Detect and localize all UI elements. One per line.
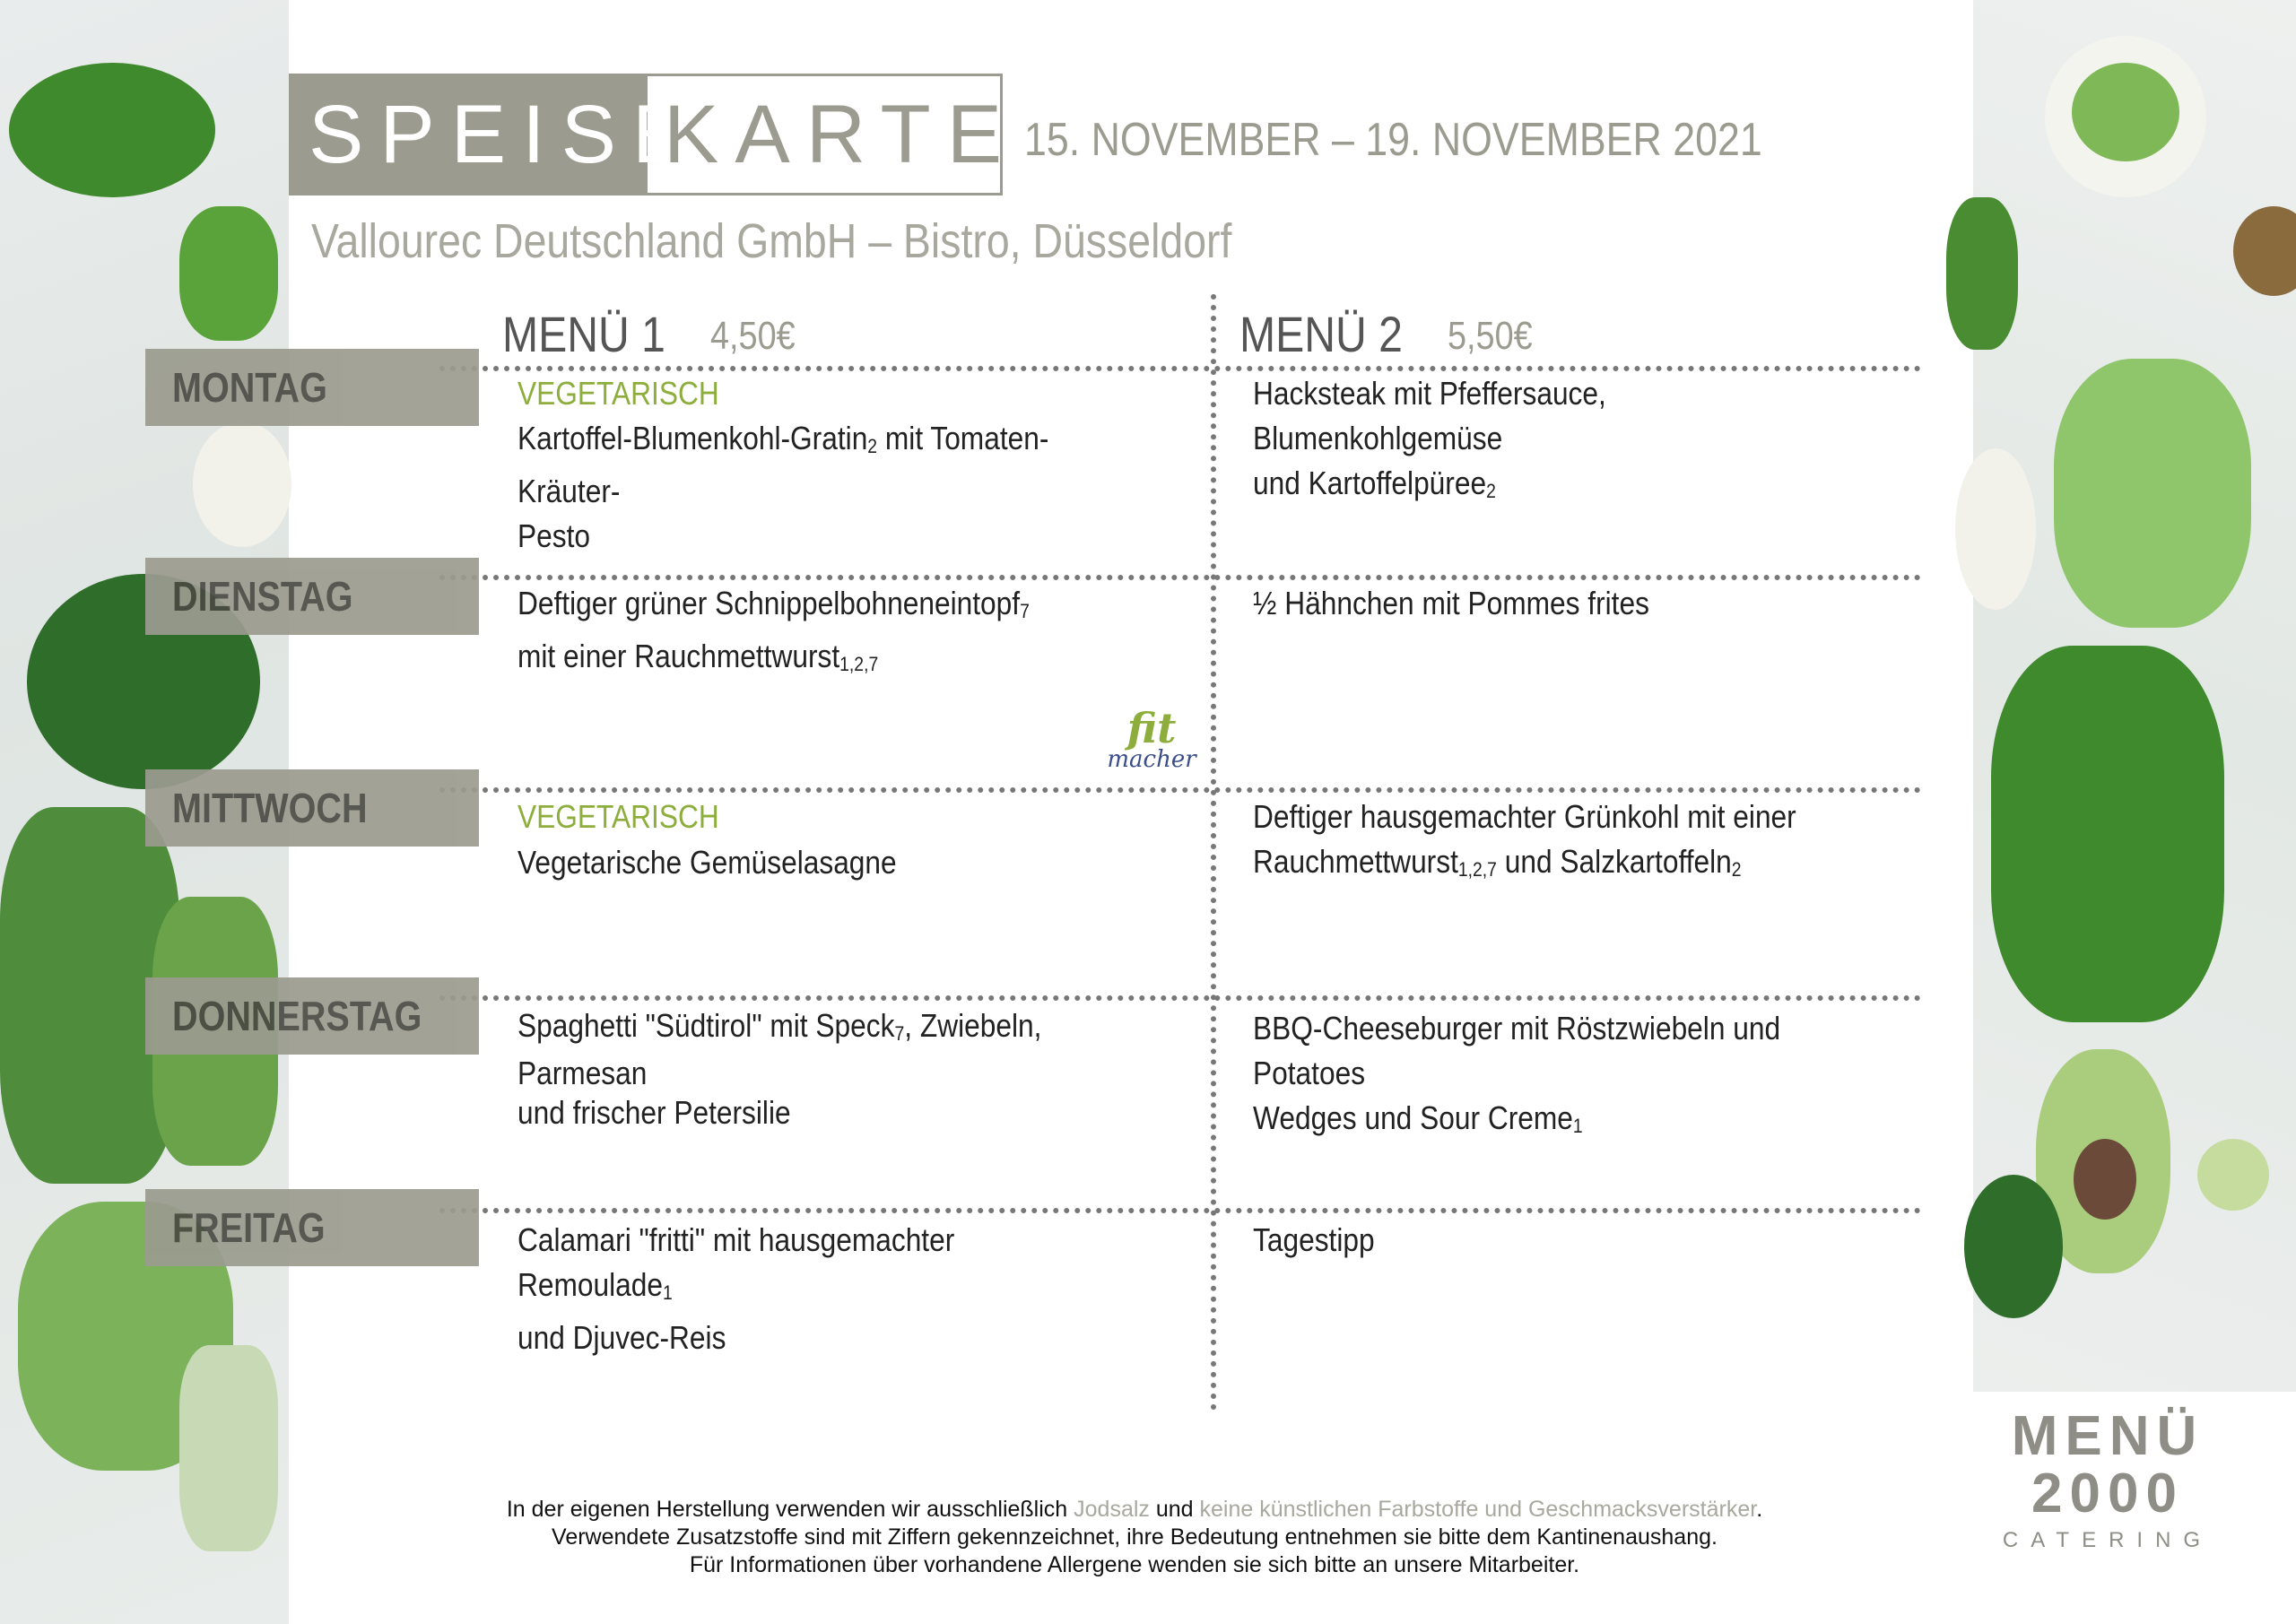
day-tab-dienstag xyxy=(145,558,479,635)
row-divider-mittwoch xyxy=(439,787,1921,793)
menu2000-catering-logo: MENÜ 2000 CATERING xyxy=(2002,1405,2213,1552)
column-divider xyxy=(1211,294,1216,1411)
day-label: DIENSTAG xyxy=(172,573,353,620)
day-label: FREITAG xyxy=(172,1204,326,1251)
row-divider-dienstag xyxy=(439,575,1921,580)
dish-montag-menu1: Kartoffel-Blumenkohl-Gratin$_2$ mit Tomaten-Kräuter- Pesto xyxy=(517,420,1049,554)
row-divider-donnerstag xyxy=(439,995,1921,1001)
row-divider-freitag xyxy=(439,1208,1921,1213)
dish-dienstag-menu2: ½ Hähnchen mit Pommes frites xyxy=(1253,585,1649,621)
dish-freitag-menu1: Calamari "fritti" mit hausgemachter Remoulade$_1$ und Djuvec-Reis xyxy=(517,1221,955,1356)
footer-line-3: Für Informationen über vorhandene Allergene wenden sie sich bitte an unsere Mitarbeiter. xyxy=(689,1552,1580,1577)
dish-donnerstag-menu2: BBQ-Cheeseburger mit Röstzwiebeln und Potatoes Wedges und Sour Creme$_1$ xyxy=(1253,1010,1781,1137)
dish-donnerstag-menu1: Spaghetti "Südtirol" mit Speck$_7$, Zwiebeln, Parmesan und frischer Petersilie xyxy=(517,1007,1042,1131)
dish-mittwoch-menu2: Deftiger hausgemachter Grünkohl mit einer Rauchmettwurst$_{1,2,7}$ und Salzkartoffeln$_2$ xyxy=(1253,798,1796,881)
title-karte: KARTE xyxy=(664,89,1019,180)
location-subtitle: Vallourec Deutschland GmbH – Bistro, Düsseldorf xyxy=(311,214,1232,268)
menu1-label: MENÜ 1 xyxy=(502,306,665,362)
footer-notes xyxy=(305,1496,1964,1579)
menu2-price: 5,50€ xyxy=(1448,314,1533,358)
date-range: 15. NOVEMBER – 19. NOVEMBER 2021 xyxy=(1024,114,1762,166)
vegetable-background-right xyxy=(1973,0,2296,1392)
dish-freitag-menu2: Tagestipp xyxy=(1253,1221,1375,1258)
day-label: MONTAG xyxy=(172,364,327,411)
vegetarian-tag: VEGETARISCH xyxy=(517,375,719,412)
day-label: DONNERSTAG xyxy=(172,993,422,1039)
day-label: MITTWOCH xyxy=(172,785,368,831)
menu2-label: MENÜ 2 xyxy=(1239,306,1403,362)
day-tab-montag xyxy=(145,349,479,426)
day-tab-freitag xyxy=(145,1189,479,1266)
day-tab-donnerstag xyxy=(145,977,479,1055)
footer-line-1: In der eigenen Herstellung verwenden wir ausschließlich Jodsalz und keine künstlichen Farbstoffe und Geschmacksverstärker. xyxy=(506,1497,1763,1522)
menu1-price: 4,50€ xyxy=(710,314,796,358)
fit-macher-logo: fit macher xyxy=(1107,704,1196,773)
dish-montag-menu2: Hacksteak mit Pfeffersauce, Blumenkohlgemüse und Kartoffelpüree$_2$ xyxy=(1253,375,1606,502)
vegetarian-tag: VEGETARISCH xyxy=(517,798,719,835)
title-speise: SPEISE xyxy=(289,74,648,195)
day-tab-mittwoch xyxy=(145,769,479,847)
dish-dienstag-menu1: Deftiger grüner Schnippelbohneneintopf$_7$ mit einer Rauchmettwurst$_{1,2,7}$ xyxy=(517,585,1030,675)
footer-line-2: Verwendete Zusatzstoffe sind mit Ziffern gekennzeichnet, ihre Bedeutung entnehmen sie bitte dem Kantinenaushang. xyxy=(552,1524,1718,1550)
dish-mittwoch-menu1: Vegetarische Gemüselasagne xyxy=(517,844,897,881)
